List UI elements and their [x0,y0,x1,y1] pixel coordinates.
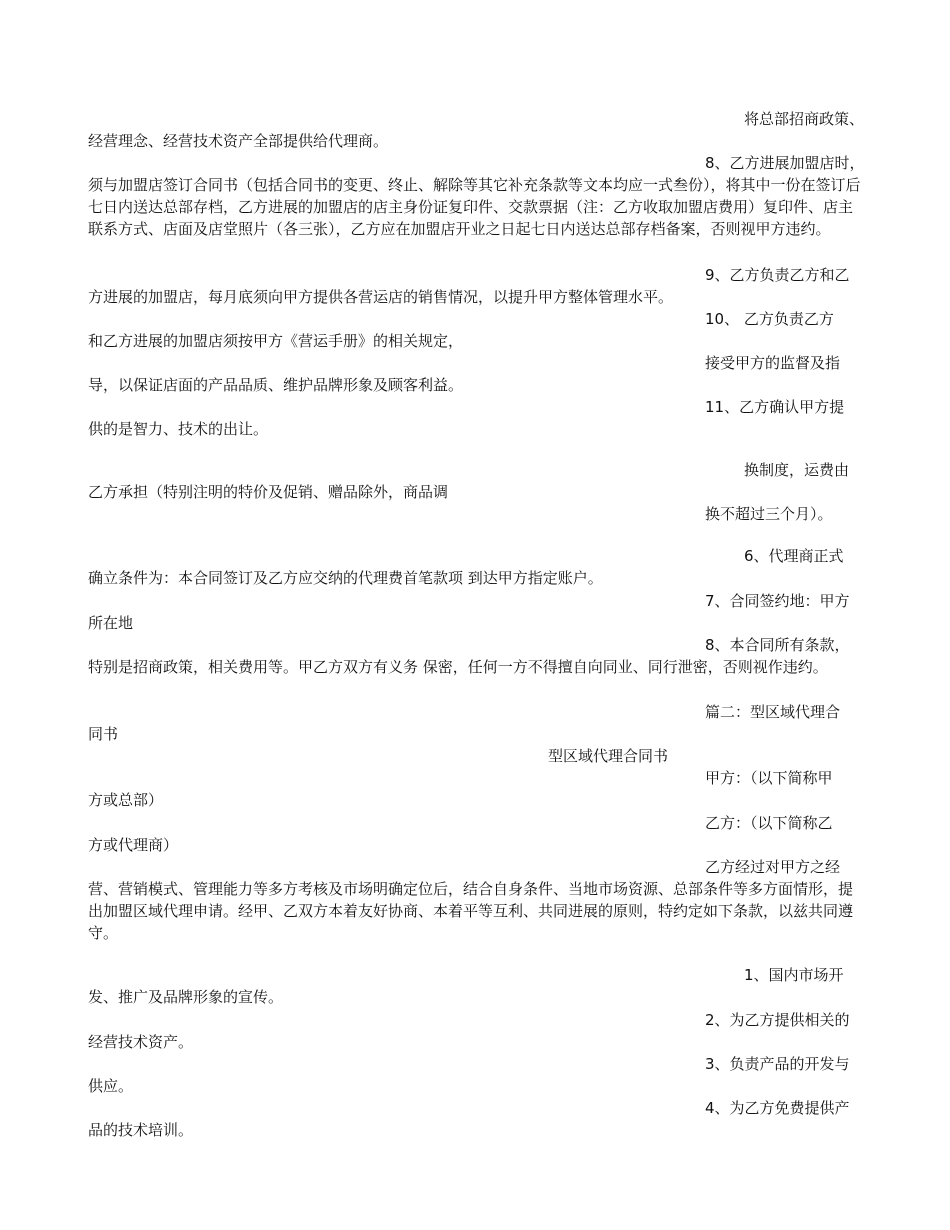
text-line: 供应。 [88,1077,134,1095]
text-line: 经营理念、经营技术资产全部提供给代理商。 [88,132,389,150]
text-line: 换制度，运费由 [744,461,850,479]
text-line: 方进展的加盟店，每月底须向甲方提供各营运店的销售情况，以提升甲方整体管理水平。 [88,288,674,306]
party-b-label: 乙方：（以下简称乙 [705,814,833,832]
text-line: 方或总部） [88,791,164,809]
clause-heading: 8、乙方进展加盟店时， [705,154,865,172]
clause-heading: 1、国内市场开 [744,966,844,984]
clause-heading: 10、 乙方负责乙方 [705,310,834,328]
paragraph: 须与加盟店签订合同书（包括合同书的变更、终止、解除等其它补充条款等文本均应一式叁份），将其中一份在签订后七日内送达总部存档，乙方进展的加盟店的店主身份证复印件、交款票据（注：乙方收取加盟店费用）复印件、店主联系方式、店面及店堂照片（各三张），乙方应在加盟店开业之日起七日内送达总部存档备案，否则视甲方违约。 [88,176,861,238]
clause-heading: 2、为乙方提供相关的 [705,1011,850,1029]
text-line: 乙方经过对甲方之经 [705,858,841,876]
clause-heading: 9、乙方负责乙方和乙 [705,266,850,284]
clause-heading: 4、为乙方免费提供产 [705,1099,850,1117]
text-line: 方或代理商） [88,836,179,854]
text-line: 将总部招商政策、 [744,110,865,128]
clause-heading: 8、本合同所有条款， [705,636,850,654]
text-line: 接受甲方的监督及指 [705,354,841,372]
paragraph: 营、营销模式、管理能力等多方考核及市场明确定位后，结合自身条件、当地市场资源、总部条件等多方面情形，提出加盟区域代理申请。经甲、乙双方本着友好协商、本着平等互利、共同进展的原则，特约定如下条款，以兹共同遵守。 [88,880,854,942]
text-line: 所在地 [88,614,134,632]
clause-heading: 6、代理商正式 [744,547,844,565]
text-line: 发、推广及品牌形象的宣传。 [88,988,284,1006]
paragraph: 特别是招商政策，相关费用等。甲乙方双方有义务 保密，任何一方不得擅自向同业、同行泄密，否则视作违约。 [88,658,828,676]
document-title: 型区域代理合同书 [548,747,669,765]
text-line: 和乙方进展的加盟店须按甲方《营运手册》的相关规定， [88,332,464,350]
clause-heading: 11、乙方确认甲方提 [705,398,845,416]
text-line: 同书 [88,725,119,743]
text-line: 乙方承担（特别注明的特价及促销、赠品除外，商品调 [88,483,449,501]
text-line: 导，以保证店面的产品品质、维护品牌形象及顾客利益。 [88,376,464,394]
clause-heading: 3、负责产品的开发与 [705,1055,850,1073]
text-line: 确立条件为：本合同签订及乙方应交纳的代理费首笔款项 到达甲方指定账户。 [88,569,603,587]
party-a-label: 甲方：（以下简称甲 [705,769,833,787]
text-line: 经营技术资产。 [88,1033,194,1051]
text-line: 品的技术培训。 [88,1121,194,1139]
section-heading: 篇二：型区域代理合 [705,703,841,721]
text-line: 供的是智力、技术的出让。 [88,420,269,438]
clause-heading: 7、合同签约地：甲方 [705,592,850,610]
text-line: 换不超过三个月）。 [705,505,833,523]
